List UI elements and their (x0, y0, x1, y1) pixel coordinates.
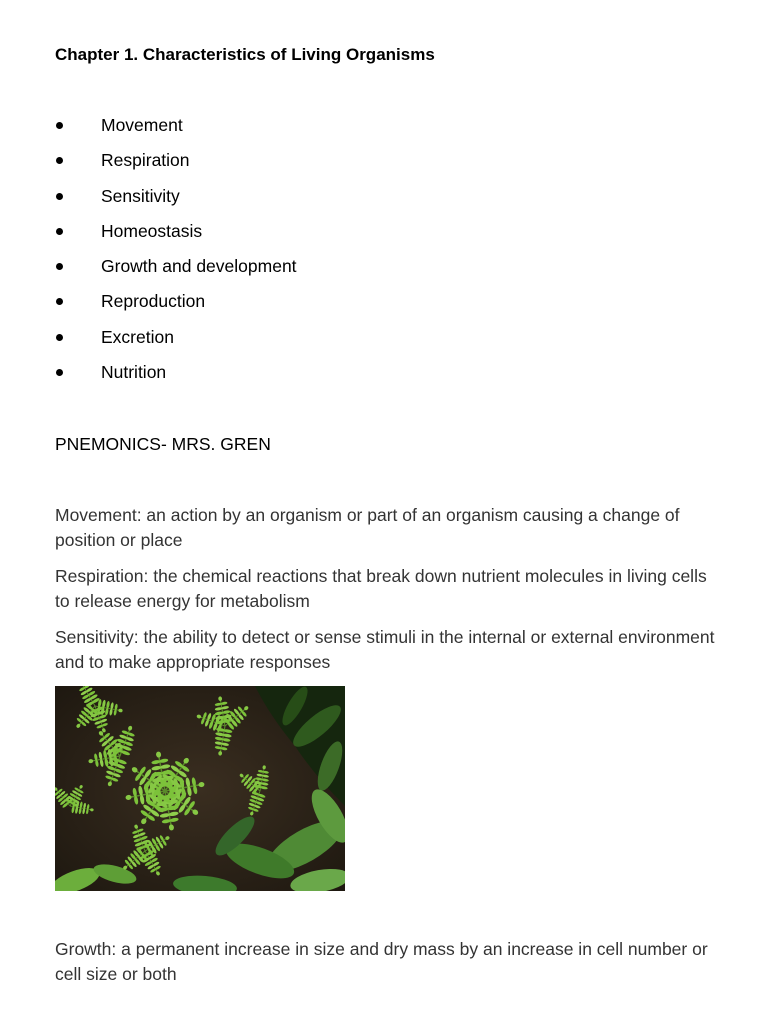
list-item-text: Respiration (101, 150, 190, 171)
list-item-text: Reproduction (101, 291, 206, 312)
bullet-icon (56, 334, 63, 341)
mnemonic-heading: PNEMONICS- MRS. GREN (55, 434, 271, 454)
bullet-icon (56, 228, 63, 235)
bullet-icon (56, 369, 63, 376)
bullet-icon (56, 122, 63, 129)
movement-definition: Movement: an action by an organism or part of an organism causing a change of position or place (55, 505, 680, 550)
list-item-text: Nutrition (101, 362, 167, 383)
list-item-text: Growth and development (101, 256, 297, 277)
list-item-text: Sensitivity (101, 185, 180, 206)
list-item-text: Excretion (101, 326, 174, 347)
bullet-icon (56, 263, 63, 270)
sensitivity-definition: Sensitivity: the ability to detect or sense stimuli in the internal or external environment and to make appropriate responses (55, 627, 715, 672)
respiration-definition: Respiration: the chemical reactions that break down nutrient molecules in living cells to release energy for metabolism (55, 566, 707, 611)
list-item-text: Homeostasis (101, 220, 203, 241)
mimosa-plant-photo (55, 686, 345, 891)
chapter-title: Chapter 1. Characteristics of Living Organisms (55, 45, 435, 64)
bullet-icon (56, 193, 63, 200)
growth-definition: Growth: a permanent increase in size and dry mass by an increase in cell number or cell size or both (55, 939, 708, 984)
list-item-text: Movement (101, 115, 183, 135)
bullet-icon (56, 298, 63, 305)
bullet-icon (56, 157, 63, 164)
